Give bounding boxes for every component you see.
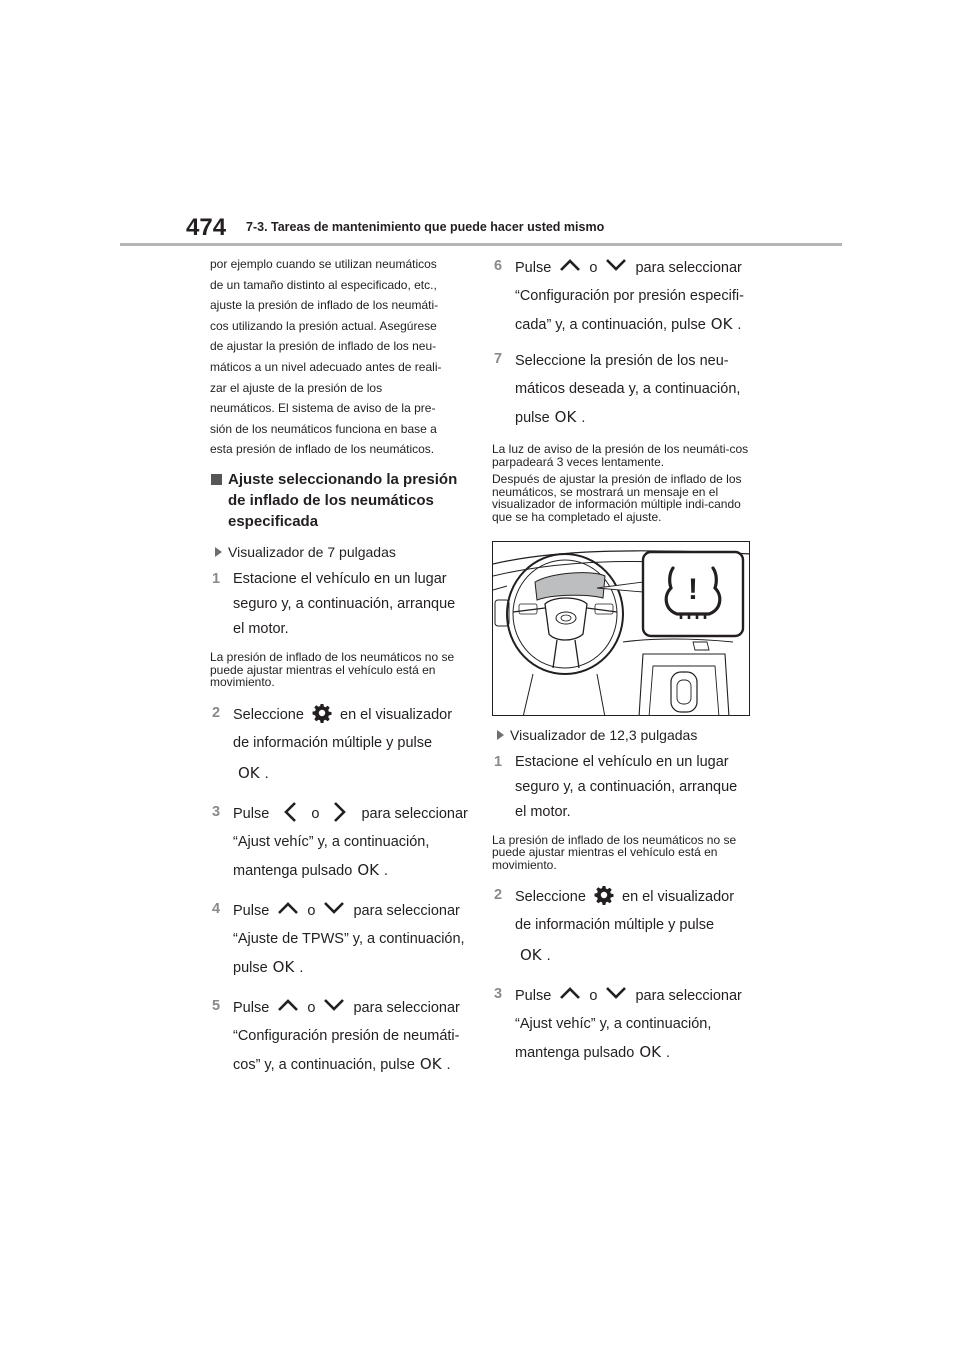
- step-number: 3: [494, 986, 503, 1003]
- step-number: 5: [212, 997, 221, 1014]
- step-number: 7: [494, 351, 503, 367]
- triangle-bullet-icon: [497, 730, 504, 740]
- step-number: 4: [212, 900, 221, 917]
- chevron-down-icon: [323, 998, 345, 1012]
- step-2: [210, 701, 468, 788]
- intro-line: ajuste la presión de inflado de los neumáti-: [210, 298, 439, 313]
- step-text: para seleccionar: [635, 260, 742, 276]
- step-text: “Ajuste de TPWS” y, a continuación,: [233, 930, 465, 947]
- ok-button-symbol: OK: [238, 763, 260, 782]
- step-text: máticos deseada y, a continuación,: [515, 381, 741, 397]
- display-label-text: Visualizador de 7 pulgadas: [228, 543, 396, 560]
- step-text: “Configuración presión de neumáti-: [233, 1027, 460, 1044]
- step-text: o: [589, 988, 598, 1005]
- step-text: el motor.: [515, 803, 571, 820]
- step-number: 6: [494, 258, 503, 274]
- step-number: 3: [212, 803, 221, 820]
- step-text: o: [307, 999, 316, 1016]
- ok-button-symbol: OK: [272, 957, 295, 976]
- intro-line: de ajustar la presión de inflado de los neu-: [210, 339, 437, 354]
- step-text: “Ajust vehíc” y, a continuación,: [515, 1016, 712, 1033]
- heading-line: de inflado de los neumáticos: [228, 491, 434, 509]
- heading-line: especificada: [228, 512, 319, 530]
- step-text: cos” y, a continuación, pulse: [233, 1056, 415, 1073]
- ok-button-symbol: OK: [357, 860, 379, 879]
- chevron-down-icon: [605, 986, 627, 1000]
- step-text: mantenga pulsado: [515, 1045, 635, 1062]
- right-column: [492, 254, 750, 1067]
- intro-line: esta presión de inflado de los neumáticos.: [210, 442, 435, 457]
- period: .: [299, 959, 304, 976]
- ok-button-symbol: OK: [710, 315, 733, 333]
- period: .: [665, 1045, 671, 1062]
- step-2-12in: [492, 883, 750, 970]
- step-text: de información múltiple y pulse: [515, 917, 715, 934]
- display-label-7in: [210, 543, 468, 561]
- step-4: [210, 897, 468, 982]
- page-number: 474: [186, 214, 227, 241]
- step-number: 2: [494, 887, 503, 904]
- step-text: Pulse: [515, 988, 552, 1005]
- step-text: Estacione el vehículo en un lugar: [233, 570, 447, 587]
- intro-line: cos utilizando la presión actual. Asegúrese: [210, 318, 437, 333]
- left-column: [210, 254, 468, 1079]
- step-text: pulse: [233, 959, 268, 976]
- step-1-12in: [492, 750, 750, 825]
- display-label-12in: [492, 726, 750, 744]
- step-text: Seleccione la presión de los neu-: [515, 353, 729, 369]
- step-text: mantenga pulsado: [233, 862, 353, 879]
- heading-line: Ajuste seleccionando la presión: [228, 470, 458, 488]
- step-text: “Configuración por presión especifi-: [515, 288, 744, 304]
- intro-line: neumáticos. El sistema de aviso de la pre-: [210, 401, 436, 416]
- step-number: 2: [212, 704, 221, 721]
- step-text: el motor.: [233, 620, 289, 637]
- intro-line: sión de los neumáticos funciona en base a: [210, 421, 437, 436]
- intro-line: zar el ajuste de la presión de los: [210, 380, 383, 395]
- step-text: en el visualizador: [622, 889, 735, 906]
- step-3-12in: [492, 982, 750, 1067]
- header-divider: [120, 243, 842, 246]
- display-label-text: Visualizador de 12,3 pulgadas: [510, 726, 698, 743]
- step-text: seguro y, a continuación, arranque: [233, 595, 456, 612]
- step-text: para seleccionar: [353, 999, 460, 1016]
- chevron-up-icon: [277, 901, 299, 915]
- period: .: [264, 765, 269, 782]
- chevron-down-icon: [605, 258, 627, 272]
- completion-note: Después de ajustar la presión de inflado de los neumáticos, se mostrará un mensaje en el visualizador de información múltiple indi-cando que se ha completado el ajuste.: [492, 472, 742, 524]
- step-text: Pulse: [233, 902, 270, 919]
- period: .: [737, 317, 742, 333]
- step-text: para seleccionar: [361, 805, 468, 822]
- step-5: [210, 994, 468, 1079]
- movement-note: La presión de inflado de los neumáticos no se puede ajustar mientras el vehículo está en movimiento.: [210, 649, 455, 690]
- step-text: o: [589, 260, 598, 276]
- step-text: o: [307, 902, 316, 919]
- intro-line: máticos a un nivel adecuado antes de reali-: [210, 359, 442, 374]
- dashboard-illustration: [492, 541, 750, 716]
- chevron-right-icon: [333, 801, 347, 823]
- step-text: cada” y, a continuación, pulse: [515, 317, 706, 333]
- period: .: [446, 1056, 451, 1073]
- ok-button-symbol: OK: [639, 1043, 661, 1062]
- chevron-left-icon: [283, 801, 297, 823]
- movement-note-12in: La presión de inflado de los neumáticos no se puede ajustar mientras el vehículo está en movimiento.: [492, 832, 737, 872]
- step-text: Seleccione: [515, 889, 586, 906]
- step-text: o: [311, 805, 320, 822]
- triangle-bullet-icon: [215, 547, 222, 557]
- step-text: para seleccionar: [353, 902, 460, 919]
- step-text: Pulse: [515, 260, 552, 276]
- step-number: 1: [212, 570, 221, 587]
- intro-line: de un tamaño distinto al especificado, etc.,: [210, 277, 437, 292]
- step-1: [210, 567, 468, 642]
- step-text: en el visualizador: [340, 706, 453, 723]
- ok-button-symbol: OK: [554, 408, 577, 426]
- ok-button-symbol: OK: [419, 1054, 442, 1073]
- gear-icon: [594, 885, 614, 905]
- section-title: 7-3. Tareas de mantenimiento que puede hacer usted mismo: [246, 220, 605, 234]
- step-text: Pulse: [233, 999, 270, 1016]
- chevron-up-icon: [559, 986, 581, 1000]
- chevron-up-icon: [277, 998, 299, 1012]
- period: .: [383, 862, 389, 879]
- step-text: seguro y, a continuación, arranque: [515, 778, 738, 795]
- intro-line: por ejemplo cuando se utilizan neumáticos: [210, 257, 437, 271]
- period: .: [581, 410, 586, 426]
- step-text: pulse: [515, 410, 550, 426]
- step-text: Pulse: [233, 805, 270, 822]
- gear-icon: [312, 703, 332, 723]
- ok-button-symbol: OK: [520, 946, 542, 965]
- blink-note: La luz de aviso de la presión de los neumáti-cos parpadeará 3 veces lentamente.: [492, 442, 749, 469]
- step-3: [210, 800, 468, 885]
- section-heading: [210, 469, 468, 532]
- heading-bullet: [211, 474, 222, 485]
- step-7: [492, 347, 750, 432]
- step-text: Seleccione: [233, 706, 304, 723]
- step-6: [492, 254, 750, 339]
- step-text: “Ajust vehíc” y, a continuación,: [233, 833, 430, 850]
- step-text: para seleccionar: [635, 988, 742, 1005]
- warning-exclamation: !: [688, 572, 698, 606]
- step-text: Estacione el vehículo en un lugar: [515, 753, 729, 770]
- step-text: de información múltiple y pulse: [233, 734, 433, 751]
- intro-paragraph: [210, 254, 468, 460]
- chevron-down-icon: [323, 901, 345, 915]
- step-number: 1: [494, 753, 503, 770]
- chevron-up-icon: [559, 258, 581, 272]
- period: .: [546, 948, 551, 965]
